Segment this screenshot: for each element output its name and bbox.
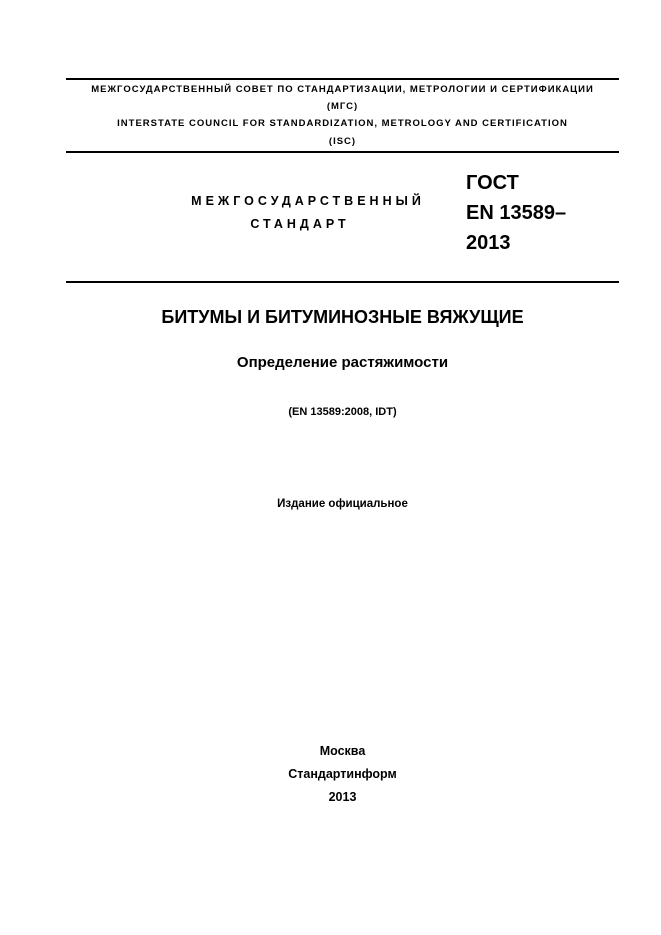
document-subtitle: Определение растяжимости (236, 354, 449, 371)
council-abbr-ru: (МГС) (326, 101, 359, 112)
standard-designation-line1: ГОСТ (466, 172, 519, 194)
council-abbr-en: (ISC) (328, 136, 357, 147)
imprint-year: 2013 (328, 790, 357, 804)
document-title: БИТУМЫ И БИТУМИНОЗНЫЕ ВЯЖУЩИЕ (161, 307, 524, 327)
council-name-en: INTERSTATE COUNCIL FOR STANDARDIZATION, METROLOGY AND CERTIFICATION (117, 118, 568, 129)
source-reference: (EN 13589:2008, IDT) (288, 406, 397, 418)
standard-kind-line1: МЕЖГОСУДАРСТВЕННЫЙ (191, 194, 425, 208)
standard-kind-line2: СТАНДАРТ (250, 217, 350, 231)
middle-divider (66, 151, 619, 153)
edition-note: Издание официальное (277, 498, 408, 510)
standard-designation (466, 168, 566, 258)
bottom-divider (66, 281, 619, 283)
imprint-publisher: Стандартинформ (288, 767, 397, 781)
top-divider (66, 78, 619, 80)
council-name-ru: МЕЖГОСУДАРСТВЕННЫЙ СОВЕТ ПО СТАНДАРТИЗАЦИИ, МЕТРОЛОГИИ И СЕРТИФИКАЦИИ (91, 84, 594, 95)
imprint-city: Москва (319, 744, 366, 758)
standard-designation-line3: 2013 (466, 232, 511, 254)
standard-designation-line2: EN 13589– (466, 202, 567, 224)
